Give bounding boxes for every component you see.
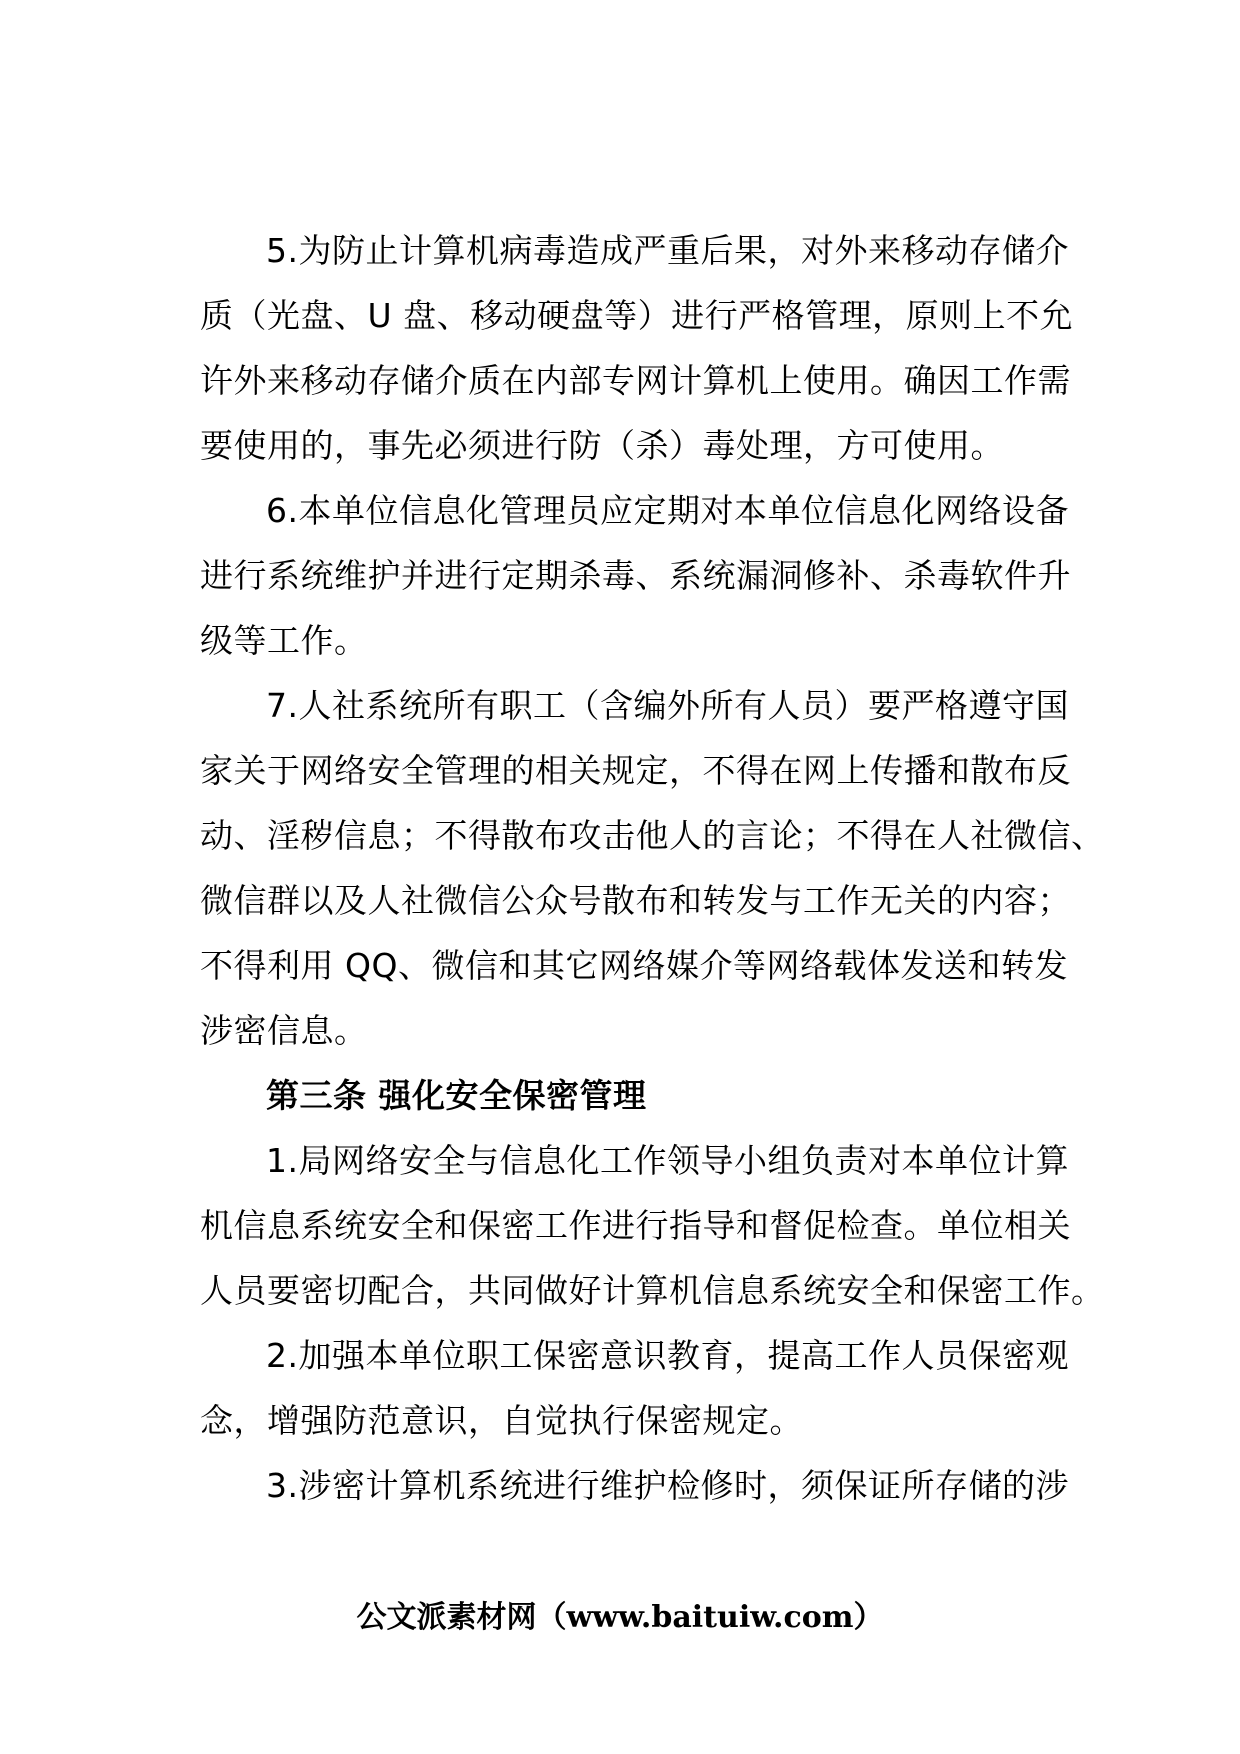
paragraph-line: 不得利用 QQ、微信和其它网络媒介等网络载体发送和转发 xyxy=(200,946,1068,985)
paragraph-item-6 xyxy=(200,478,1070,673)
paragraph-line: 1.局网络安全与信息化工作领导小组负责对本单位计算 xyxy=(266,1141,1069,1180)
paragraph-line: 5.为防止计算机病毒造成严重后果，对外来移动存储介 xyxy=(266,231,1069,270)
paragraph-line: 7.人社系统所有职工（含编外所有人员）要严格遵守国 xyxy=(266,686,1069,725)
document-body xyxy=(200,218,1105,1518)
paragraph-line: 2.加强本单位职工保密意识教育，提高工作人员保密观 xyxy=(266,1336,1069,1375)
paragraph-line: 质（光盘、U 盘、移动硬盘等）进行严格管理，原则上不允 xyxy=(200,296,1074,335)
paragraph-line: 动、淫秽信息；不得散布攻击他人的言论；不得在人社微信、 xyxy=(200,816,1105,855)
section-item-3 xyxy=(200,1453,1070,1518)
paragraph-line: 涉密信息。 xyxy=(200,1011,368,1050)
section-item-2 xyxy=(200,1323,1070,1453)
paragraph-line: 人员要密切配合，共同做好计算机信息系统安全和保密工作。 xyxy=(200,1271,1105,1310)
paragraph-item-5 xyxy=(200,218,1074,478)
paragraph-item-7 xyxy=(200,673,1105,1063)
paragraph-line: 进行系统维护并进行定期杀毒、系统漏洞修补、杀毒软件升 xyxy=(200,556,1071,595)
paragraph-line: 6.本单位信息化管理员应定期对本单位信息化网络设备 xyxy=(266,491,1069,530)
paragraph-line: 要使用的，事先必须进行防（杀）毒处理，方可使用。 xyxy=(200,426,1004,465)
paragraph-line: 许外来移动存储介质在内部专网计算机上使用。确因工作需 xyxy=(200,361,1071,400)
footer-watermark: 公文派素材网（www.baituiw.com） xyxy=(356,1600,884,1635)
paragraph-line: 微信群以及人社微信公众号散布和转发与工作无关的内容； xyxy=(200,881,1071,920)
paragraph-line: 念，增强防范意识，自觉执行保密规定。 xyxy=(200,1401,803,1440)
paragraph-line: 机信息系统安全和保密工作进行指导和督促检查。单位相关 xyxy=(200,1206,1071,1245)
paragraph-line: 家关于网络安全管理的相关规定，不得在网上传播和散布反 xyxy=(200,751,1071,790)
paragraph-line: 3.涉密计算机系统进行维护检修时，须保证所存储的涉 xyxy=(266,1466,1069,1505)
section-item-1 xyxy=(200,1128,1105,1323)
paragraph-line: 级等工作。 xyxy=(200,621,368,660)
section-heading: 第三条 强化安全保密管理 xyxy=(266,1076,647,1115)
